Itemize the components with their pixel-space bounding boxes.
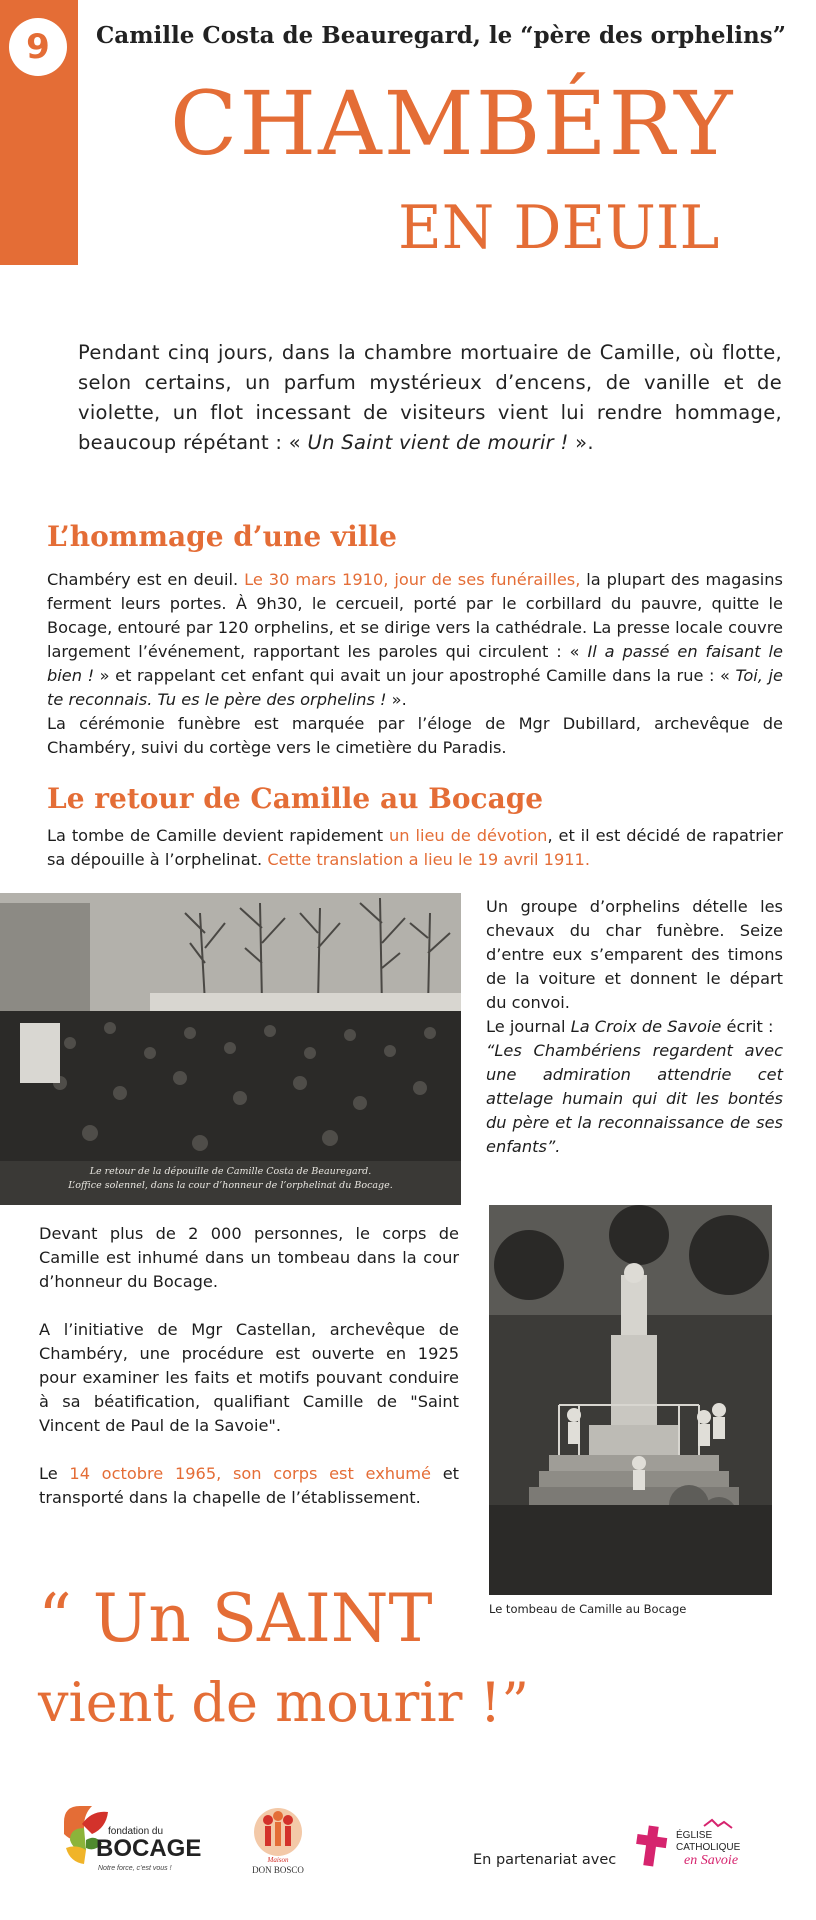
lower-exhumation-date: 14 octobre 1965, son corps est exhumé	[69, 1464, 432, 1483]
don-bosco-maison: Maison	[267, 1856, 289, 1864]
side-quote: “Les Chambériens regardent avec une admiration attendrie cet attelage humain qui dit les bontés du père et la reconnaissance de ses enfants”.	[486, 1041, 783, 1156]
side-text-2: Le journal	[486, 1017, 571, 1036]
photo-funeral-drawing	[0, 893, 461, 1205]
eglise-cross-icon	[632, 1818, 750, 1874]
side-paragraph	[486, 895, 783, 1159]
bocage-tagline: Notre force, c’est vous !	[98, 1865, 172, 1872]
lower-text-2: A l’initiative de Mgr Castellan, archevêque de Chambéry, une procédure est ouverte en 1925 pour examiner les faits et motifs pouvant conduire à sa béatification, qualifiant Camille de "Saint Vincent de Paul de la Savoie".	[39, 1320, 459, 1435]
partner-text: En partenariat avec	[473, 1852, 617, 1868]
photo-caption-line-1: Le retour de la dépouille de Camille Costa de Beauregard.	[89, 1166, 372, 1177]
eglise-line-1: ÉGLISE	[676, 1830, 713, 1841]
intro-text: Pendant cinq jours, dans la chambre mortuaire de Camille, où flotte, selon certains, un parfum mystérieux d’encens, de vanille et de violette, un flot incessant de visiteurs vient lui rendre hommage, beaucoup répétant : «	[78, 341, 782, 454]
hommage-text-2: la plupart des magasins ferment leurs portes. À 9h30, le cercueil, porté par le corbillard du pauvre, quitte le Bocage, entouré par 120 orphelins, et se dirige vers la cathédrale. La presse locale couvre largement l’événement, rapportant les paroles qui circulent : «	[47, 570, 783, 661]
hommage-date: Le 30 mars 1910, jour de ses funérailles,	[244, 570, 581, 589]
side-text-1: Un groupe d’orphelins dételle les chevaux du char funèbre. Seize d’entre eux s’emparent des timons de la voiture et donnent le départ du convoi.	[486, 897, 783, 1012]
intro-quote: Un Saint vient de mourir !	[307, 431, 569, 454]
retour-date: Cette translation a lieu le 19 avril 1911.	[267, 850, 590, 869]
hommage-quote-2: Toi, je te reconnais. Tu es le père des orphelins !	[47, 666, 783, 709]
retour-paragraph	[47, 824, 783, 872]
number-band	[0, 0, 78, 265]
lower-text-1: Devant plus de 2 000 personnes, le corps de Camille est inhumé dans un tombeau dans la cour d’honneur du Bocage.	[39, 1224, 459, 1291]
retour-text-1: La tombe de Camille devient rapidement	[47, 826, 390, 845]
panel-number: 9	[9, 18, 67, 76]
photo-funeral-office	[0, 893, 461, 1205]
bocage-leaf-icon	[62, 1804, 212, 1878]
lower-paragraphs	[39, 1222, 459, 1534]
tomb-caption: Le tombeau de Camille au Bocage	[489, 1602, 687, 1616]
hommage-quote-1: Il a passé en faisant le bien !	[47, 642, 783, 685]
retour-text-2: , et il est décidé de rapatrier sa dépouille à l’orphelinat.	[47, 826, 783, 869]
eglise-line-3: en Savoie	[684, 1853, 739, 1868]
header-subtitle: Camille Costa de Beauregard, le “père des orphelins”	[96, 22, 786, 49]
photo-caption-line-2: L’office solennel, dans la cour d’honneur de l’orphelinat du Bocage.	[68, 1180, 393, 1191]
eglise-line-2: CATHOLIQUE	[676, 1842, 741, 1853]
retour-devotion: un lieu de dévotion	[389, 826, 548, 845]
photo-tomb-drawing	[489, 1205, 772, 1595]
don-bosco-name: DON BOSCO	[252, 1865, 304, 1875]
hommage-paragraph	[47, 568, 783, 760]
pull-quote-line-1: “ Un SAINT	[38, 1580, 433, 1657]
section-heading-hommage: L’hommage d’une ville	[47, 520, 397, 553]
don-bosco-logo	[246, 1806, 310, 1876]
section-heading-retour: Le retour de Camille au Bocage	[47, 782, 544, 815]
page-title: CHAMBÉRY	[170, 72, 735, 175]
pull-quote-line-2: vient de mourir !”	[38, 1671, 529, 1734]
hommage-text-5: La cérémonie funèbre est marquée par l’éloge de Mgr Dubillard, archevêque de Chambéry, suivi du cortège vers le cimetière du Paradis.	[47, 714, 783, 757]
photo-tomb	[489, 1205, 772, 1595]
intro-paragraph	[78, 338, 782, 458]
hommage-text-1: Chambéry est en deuil.	[47, 570, 245, 589]
lower-text-3-end: et transporté dans la chapelle de l’établissement.	[39, 1464, 460, 1507]
intro-end: ».	[568, 431, 594, 454]
side-newspaper: La Croix de Savoie	[570, 1017, 722, 1036]
hommage-text-4: ».	[386, 690, 407, 709]
don-bosco-figures-icon	[246, 1806, 310, 1876]
fondation-bocage-logo	[62, 1804, 212, 1878]
photo-caption	[0, 1165, 461, 1193]
hommage-text-3: » et rappelant cet enfant qui avait un jour apostrophé Camille dans la rue : «	[94, 666, 736, 685]
side-text-2-end: écrit :	[721, 1017, 774, 1036]
lower-text-3-start: Le	[39, 1464, 70, 1483]
bocage-small-text: fondation du	[108, 1826, 164, 1837]
eglise-savoie-logo	[632, 1818, 750, 1874]
bocage-name: BOCAGE	[96, 1835, 202, 1862]
page-title-sub: EN DEUIL	[398, 193, 720, 263]
